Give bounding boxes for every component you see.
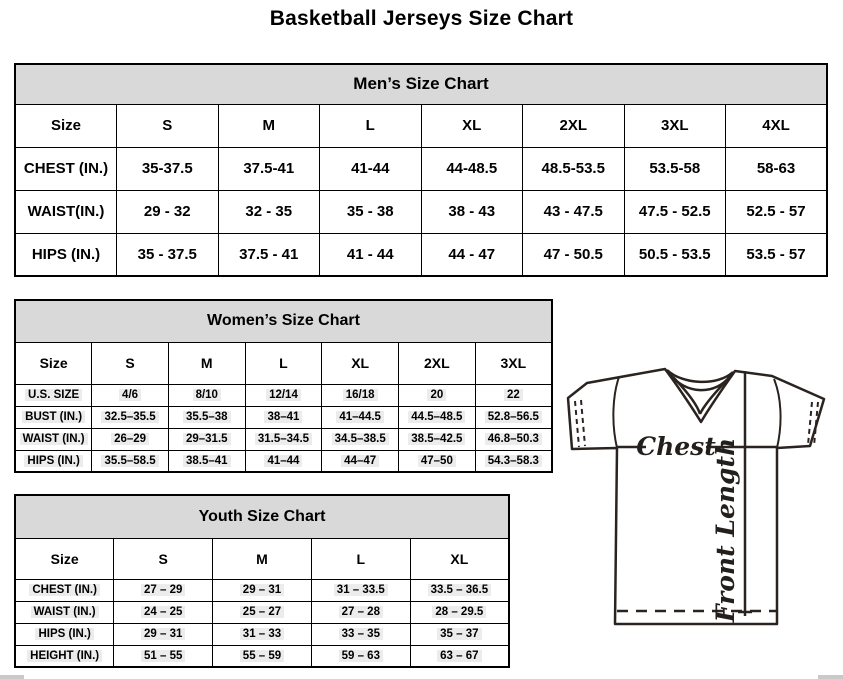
size-value: 34.5–38.5 bbox=[322, 428, 399, 450]
size-column-header: L bbox=[320, 104, 422, 147]
row-label: HIPS (IN.) bbox=[15, 450, 92, 472]
jersey-measurement-diagram bbox=[558, 362, 842, 630]
size-value: 35 - 37.5 bbox=[117, 233, 219, 276]
row-label: HEIGHT (IN.) bbox=[15, 645, 114, 667]
size-value: 27 – 28 bbox=[311, 601, 410, 623]
table-row bbox=[15, 190, 827, 233]
size-value: 25 – 27 bbox=[213, 601, 312, 623]
size-column-header: S bbox=[117, 104, 219, 147]
row-label: WAIST(IN.) bbox=[15, 190, 117, 233]
size-value: 29 - 32 bbox=[117, 190, 219, 233]
row-label: CHEST (IN.) bbox=[15, 147, 117, 190]
size-column-header: 3XL bbox=[475, 342, 552, 384]
table-title: Men’s Size Chart bbox=[15, 64, 827, 104]
size-value: 35 – 37 bbox=[410, 623, 509, 645]
size-value: 31.5–34.5 bbox=[245, 428, 322, 450]
size-column-header: S bbox=[92, 342, 169, 384]
size-value: 44 - 47 bbox=[421, 233, 523, 276]
size-column-header: 3XL bbox=[624, 104, 726, 147]
table-row bbox=[15, 645, 509, 667]
size-value: 48.5-53.5 bbox=[523, 147, 625, 190]
size-value: 35-37.5 bbox=[117, 147, 219, 190]
womens-size-chart-table bbox=[14, 299, 553, 473]
size-value: 29 – 31 bbox=[114, 623, 213, 645]
size-column-header: S bbox=[114, 538, 213, 579]
size-value: 53.5-58 bbox=[624, 147, 726, 190]
size-value: 44-48.5 bbox=[421, 147, 523, 190]
size-value: 8/10 bbox=[168, 384, 245, 406]
size-row-label-header: Size bbox=[15, 104, 117, 147]
size-value: 33 – 35 bbox=[311, 623, 410, 645]
size-column-header: XL bbox=[410, 538, 509, 579]
size-value: 44.5–48.5 bbox=[399, 406, 476, 428]
size-column-header: M bbox=[218, 104, 320, 147]
size-value: 12/14 bbox=[245, 384, 322, 406]
size-value: 54.3–58.3 bbox=[475, 450, 552, 472]
size-column-header: M bbox=[213, 538, 312, 579]
size-value: 4/6 bbox=[92, 384, 169, 406]
size-value: 35 - 38 bbox=[320, 190, 422, 233]
size-value: 41-44 bbox=[320, 147, 422, 190]
size-value: 26–29 bbox=[92, 428, 169, 450]
size-row-label-header: Size bbox=[15, 342, 92, 384]
size-value: 20 bbox=[399, 384, 476, 406]
size-column-header: M bbox=[168, 342, 245, 384]
size-column-header: L bbox=[245, 342, 322, 384]
chest-label: Chest bbox=[636, 432, 716, 461]
size-value: 32.5–35.5 bbox=[92, 406, 169, 428]
size-value: 31 – 33.5 bbox=[311, 579, 410, 601]
table-row bbox=[15, 147, 827, 190]
size-value: 28 – 29.5 bbox=[410, 601, 509, 623]
row-label: HIPS (IN.) bbox=[15, 233, 117, 276]
page-title: Basketball Jerseys Size Chart bbox=[269, 7, 574, 30]
size-value: 55 – 59 bbox=[213, 645, 312, 667]
row-label: WAIST (IN.) bbox=[15, 428, 92, 450]
row-label: U.S. SIZE bbox=[15, 384, 92, 406]
size-value: 27 – 29 bbox=[114, 579, 213, 601]
size-value: 33.5 – 36.5 bbox=[410, 579, 509, 601]
size-value: 41–44.5 bbox=[322, 406, 399, 428]
size-value: 22 bbox=[475, 384, 552, 406]
table-row bbox=[15, 450, 552, 472]
size-value: 52.8–56.5 bbox=[475, 406, 552, 428]
size-column-header: XL bbox=[322, 342, 399, 384]
size-value: 35.5–38 bbox=[168, 406, 245, 428]
size-column-header: 2XL bbox=[399, 342, 476, 384]
table-row bbox=[15, 384, 552, 406]
size-value: 38 - 43 bbox=[421, 190, 523, 233]
size-value: 31 – 33 bbox=[213, 623, 312, 645]
size-value: 38.5–41 bbox=[168, 450, 245, 472]
table-row bbox=[15, 428, 552, 450]
size-value: 16/18 bbox=[322, 384, 399, 406]
size-value: 50.5 - 53.5 bbox=[624, 233, 726, 276]
size-value: 37.5 - 41 bbox=[218, 233, 320, 276]
table-row bbox=[15, 233, 827, 276]
size-column-header: 2XL bbox=[523, 104, 625, 147]
size-value: 43 - 47.5 bbox=[523, 190, 625, 233]
size-column-header: XL bbox=[421, 104, 523, 147]
size-value: 32 - 35 bbox=[218, 190, 320, 233]
scrollbar-fragment-right bbox=[818, 675, 843, 679]
table-title: Youth Size Chart bbox=[15, 495, 509, 538]
size-value: 59 – 63 bbox=[311, 645, 410, 667]
table-row bbox=[15, 579, 509, 601]
size-value: 29–31.5 bbox=[168, 428, 245, 450]
size-value: 51 – 55 bbox=[114, 645, 213, 667]
size-value: 44–47 bbox=[322, 450, 399, 472]
size-column-header: L bbox=[311, 538, 410, 579]
size-value: 35.5–58.5 bbox=[92, 450, 169, 472]
row-label: CHEST (IN.) bbox=[15, 579, 114, 601]
size-row-label-header: Size bbox=[15, 538, 114, 579]
row-label: HIPS (IN.) bbox=[15, 623, 114, 645]
size-value: 24 – 25 bbox=[114, 601, 213, 623]
size-value: 52.5 - 57 bbox=[726, 190, 828, 233]
table-title: Women’s Size Chart bbox=[15, 300, 552, 342]
size-value: 38–41 bbox=[245, 406, 322, 428]
size-value: 41–44 bbox=[245, 450, 322, 472]
size-value: 58-63 bbox=[726, 147, 828, 190]
size-value: 47–50 bbox=[399, 450, 476, 472]
size-value: 47.5 - 52.5 bbox=[624, 190, 726, 233]
size-value: 41 - 44 bbox=[320, 233, 422, 276]
row-label: BUST (IN.) bbox=[15, 406, 92, 428]
size-value: 53.5 - 57 bbox=[726, 233, 828, 276]
size-value: 38.5–42.5 bbox=[399, 428, 476, 450]
table-row bbox=[15, 601, 509, 623]
size-value: 46.8–50.3 bbox=[475, 428, 552, 450]
size-column-header: 4XL bbox=[726, 104, 828, 147]
size-value: 29 – 31 bbox=[213, 579, 312, 601]
table-row bbox=[15, 623, 509, 645]
size-value: 47 - 50.5 bbox=[523, 233, 625, 276]
front-length-label: Front Length bbox=[711, 437, 740, 623]
mens-size-chart-table bbox=[14, 63, 828, 277]
size-value: 37.5-41 bbox=[218, 147, 320, 190]
youth-size-chart-table bbox=[14, 494, 510, 668]
size-value: 63 – 67 bbox=[410, 645, 509, 667]
table-row bbox=[15, 406, 552, 428]
scrollbar-fragment-left bbox=[0, 675, 24, 679]
row-label: WAIST (IN.) bbox=[15, 601, 114, 623]
